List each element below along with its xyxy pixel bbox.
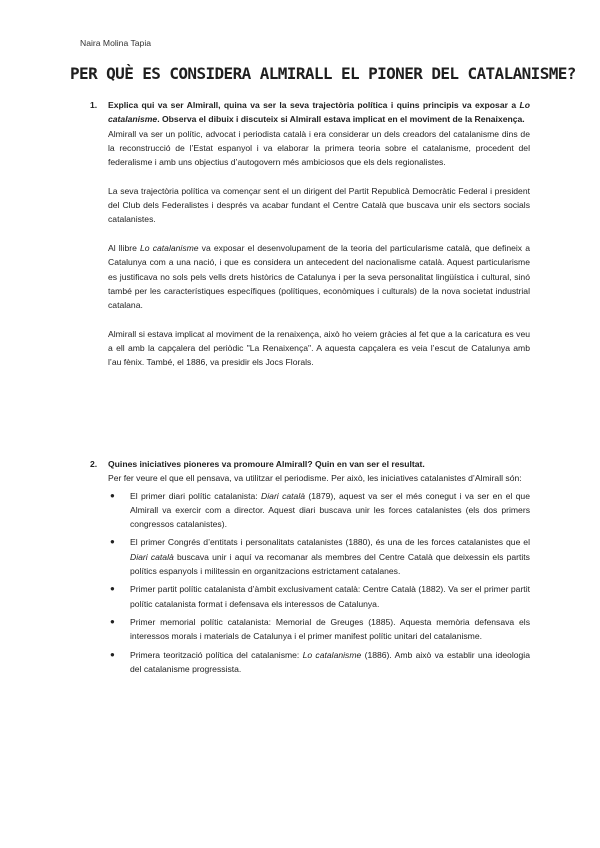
question-2 (90, 457, 530, 680)
question-1-prompt: Explica qui va ser Almirall, quina va ser la seva trajectòria política i quins principis va exposar a Lo catalanisme. Observa el dibuix i discuteix si Almirall estava implicat en el moviment de la Renaixença. (108, 100, 530, 125)
answer-intro: Per fer veure el que ell pensava, va utilitzar el periodisme. Per això, les iniciatives catalanistes d’Almirall són: (108, 473, 522, 484)
initiatives-list (90, 489, 530, 677)
question-1 (90, 98, 530, 370)
list-item: ● Primer memorial polític catalanista: Memorial de Greuges (1885). Aquesta memòria defensava els interessos morals i materials de Catalunya i el primer manifest polític unitari del catalanisme. (110, 616, 530, 642)
answer-paragraph: Al llibre Lo catalanisme va exposar el desenvolupament de la teoria del particularisme català, que defineix a Catalunya com a una nació, i que es considera un antecedent del nacionalisme català. Aquest particularisme es justificava no sols pels vells drets històrics de Catalunya i per la seva personalitat lingüística i cultural, sinó també per les característiques específiques (polítiques, econòmiques i culturals) de la nova societat industrial catalana. (108, 242, 530, 311)
question-2-prompt: Quines iniciatives pioneres va promoure Almirall? Quin en van ser el resultat. (108, 459, 425, 469)
list-item: ● Primer partit polític catalanista d’àmbit exclusivament català: Centre Català (1882). Va ser el primer partit polític catalanista format i defensava els interessos de Catalunya. (110, 584, 530, 609)
list-item: ● El primer diari polític catalanista: Diari català (1879), aquest va ser el més conegut i va ser en el que Almirall va exercir com a director. Aquest diari buscava unir les forces catalanistes (els dos primers congressos catalanistes). (110, 490, 530, 530)
book-title: Lo catalanisme (140, 242, 199, 253)
question-1-number: 1. (90, 100, 98, 110)
page-title: PER QUÈ ES CONSIDERA ALMIRALL EL PIONER DEL CATALANISME? (70, 64, 576, 83)
answer-paragraph: La seva trajectòria política va començar sent el un dirigent del Partit Republicà Democràtic Federal i president del Club dels Federalistes i després va acabar fundant el Centre Català que buscava unir els sectors socials catalanistes. (108, 185, 530, 225)
question-1-answer (108, 127, 530, 370)
answer-paragraph: Almirall va ser un polític, advocat i periodista català i era considerar un dels creadors del catalanisme dins de la reconstrucció de l’Estat espanyol i va elaborar la primera teoria sobre el catalanisme, procedent del federalisme i amb uns objectius d’autogovern més ambiciosos que els dels regionalistes. (108, 128, 530, 168)
list-item: ● El primer Congrés d’entitats i personalitats catalanistes (1880), és una de les forces catalanistes que el Diari català buscava unir i aquí va recomanar als membres del Centre Català que deixessin els partits polítics espanyols i militessin en organitzacions estrictament catalanes. (110, 537, 530, 577)
book-title: Lo catalanisme (108, 100, 530, 125)
bullet-icon: ● (110, 616, 115, 626)
question-2-answer (108, 471, 530, 485)
author-name: Naira Molina Tapia (80, 38, 152, 48)
list-item: ● Primera teorització política del catalanisme: Lo catalanisme (1886). Amb això va establir una ideologia del catalanisme progressista. (110, 649, 530, 674)
bullet-icon: ● (110, 584, 115, 594)
bullet-icon: ● (110, 537, 115, 547)
bullet-icon: ● (110, 490, 115, 500)
bullet-icon: ● (110, 649, 115, 659)
question-2-number: 2. (90, 459, 98, 469)
answer-paragraph: Almirall si estava implicat al moviment de la renaixença, això ho veiem gràcies al fet que a la caricatura es veu a ell amb la capçalera del periòdic "La Renaixença". A aquesta capçalera es veia l’escut de Catalunya amb l’au fènix. També, el 1886, va presidir els Jocs Florals. (108, 328, 530, 368)
